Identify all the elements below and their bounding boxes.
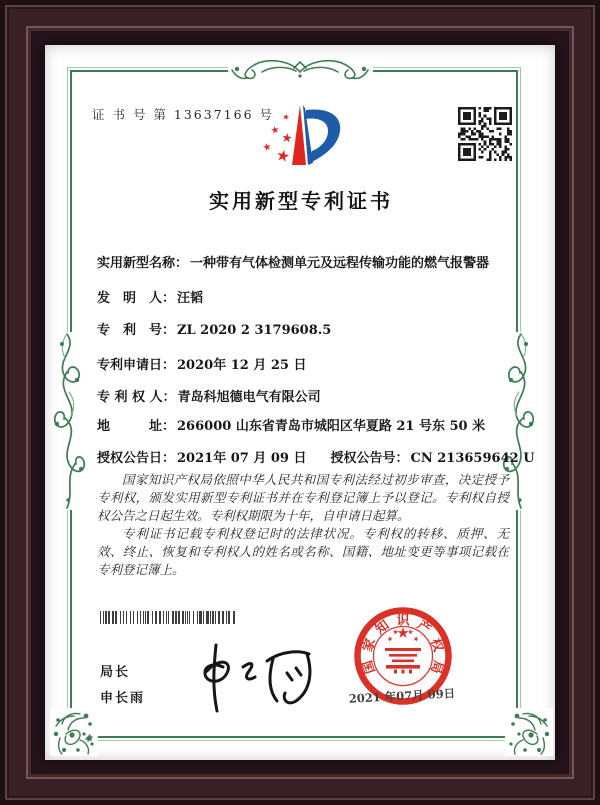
field-label: 实用新型名称： [97,256,189,271]
field-value: ZL 2020 2 3179608.5 [177,323,332,338]
bottom-right-floral-ornament [505,708,553,756]
svg-text:权: 权 [427,636,446,654]
field-row-address [97,415,517,434]
official-seal-icon [348,601,458,715]
bottom-left-floral-ornament [50,708,98,756]
commissioner-title: 局长 [100,665,131,680]
signature-icon [183,637,318,721]
field-value: 青岛科旭德电气有限公司 [177,390,321,405]
svg-text:家: 家 [360,636,379,654]
field-label: 地 址： [97,419,176,434]
svg-text:识: 识 [396,613,410,629]
barcode-icon [100,609,236,628]
field-label: 专 利 号： [97,323,176,338]
field-row-patentee [97,386,517,405]
certificate-title: 实用新型专利证书 [209,189,393,213]
field-label: 专利申请日： [97,358,176,373]
field-value: 一种带有气体检测单元及远程传输功能的燃气报警器 [190,256,490,271]
cnipa-logo-icon [258,101,344,177]
field-row-patent-no [97,319,517,338]
legal-text [97,471,509,579]
field-row-inventor [97,287,517,306]
certificate-number: 证 书 号 第 13637166 号 [92,107,274,122]
field-row-filing-date [97,354,517,373]
legal-paragraph-2: 专利证书记载专利权登记时的法律状况。专利权的转移、质押、无效、终止、恢复和专利权人的姓名或名称、国籍、地址变更等事项记载在专利登记簿上。 [97,526,509,577]
field-value: 汪韬 [177,291,204,306]
svg-text:国: 国 [360,658,379,676]
seal-date: 2021 年07月 09日 [348,686,456,706]
svg-text:知: 知 [372,617,393,638]
field-value: 2020年 12 月 25 日 [177,358,307,373]
signoff-block [100,660,145,712]
svg-text:产: 产 [413,617,434,638]
certificate-paper [45,45,555,760]
grant-number: 授权公告号： CN 213659642 U [330,451,535,466]
qr-code-icon [458,107,512,165]
top-flourish-ornament [228,53,373,85]
commissioner-name: 申长雨 [100,691,146,706]
field-value: 266000 山东省青岛市城阳区华夏路 21 号东 50 米 [177,419,486,434]
grant-date: 授权公告日： 2021年 07 月 09 日 [97,451,307,466]
field-row-name [97,252,517,271]
left-scroll-ornament [47,332,87,510]
svg-text:局: 局 [427,658,446,676]
field-label: 发 明 人： [97,291,176,306]
field-label: 专 利 权 人： [97,390,176,405]
legal-paragraph-1: 国家知识产权局依照中华人民共和国专利法经过初步审查，决定授予专利权，颁发实用新型专利证书并在专利登记簿上予以登记。专利权自授权公告之日起生效。专利权期限为十年，自申请日起算。 [97,472,509,523]
field-row-grant [97,447,535,466]
